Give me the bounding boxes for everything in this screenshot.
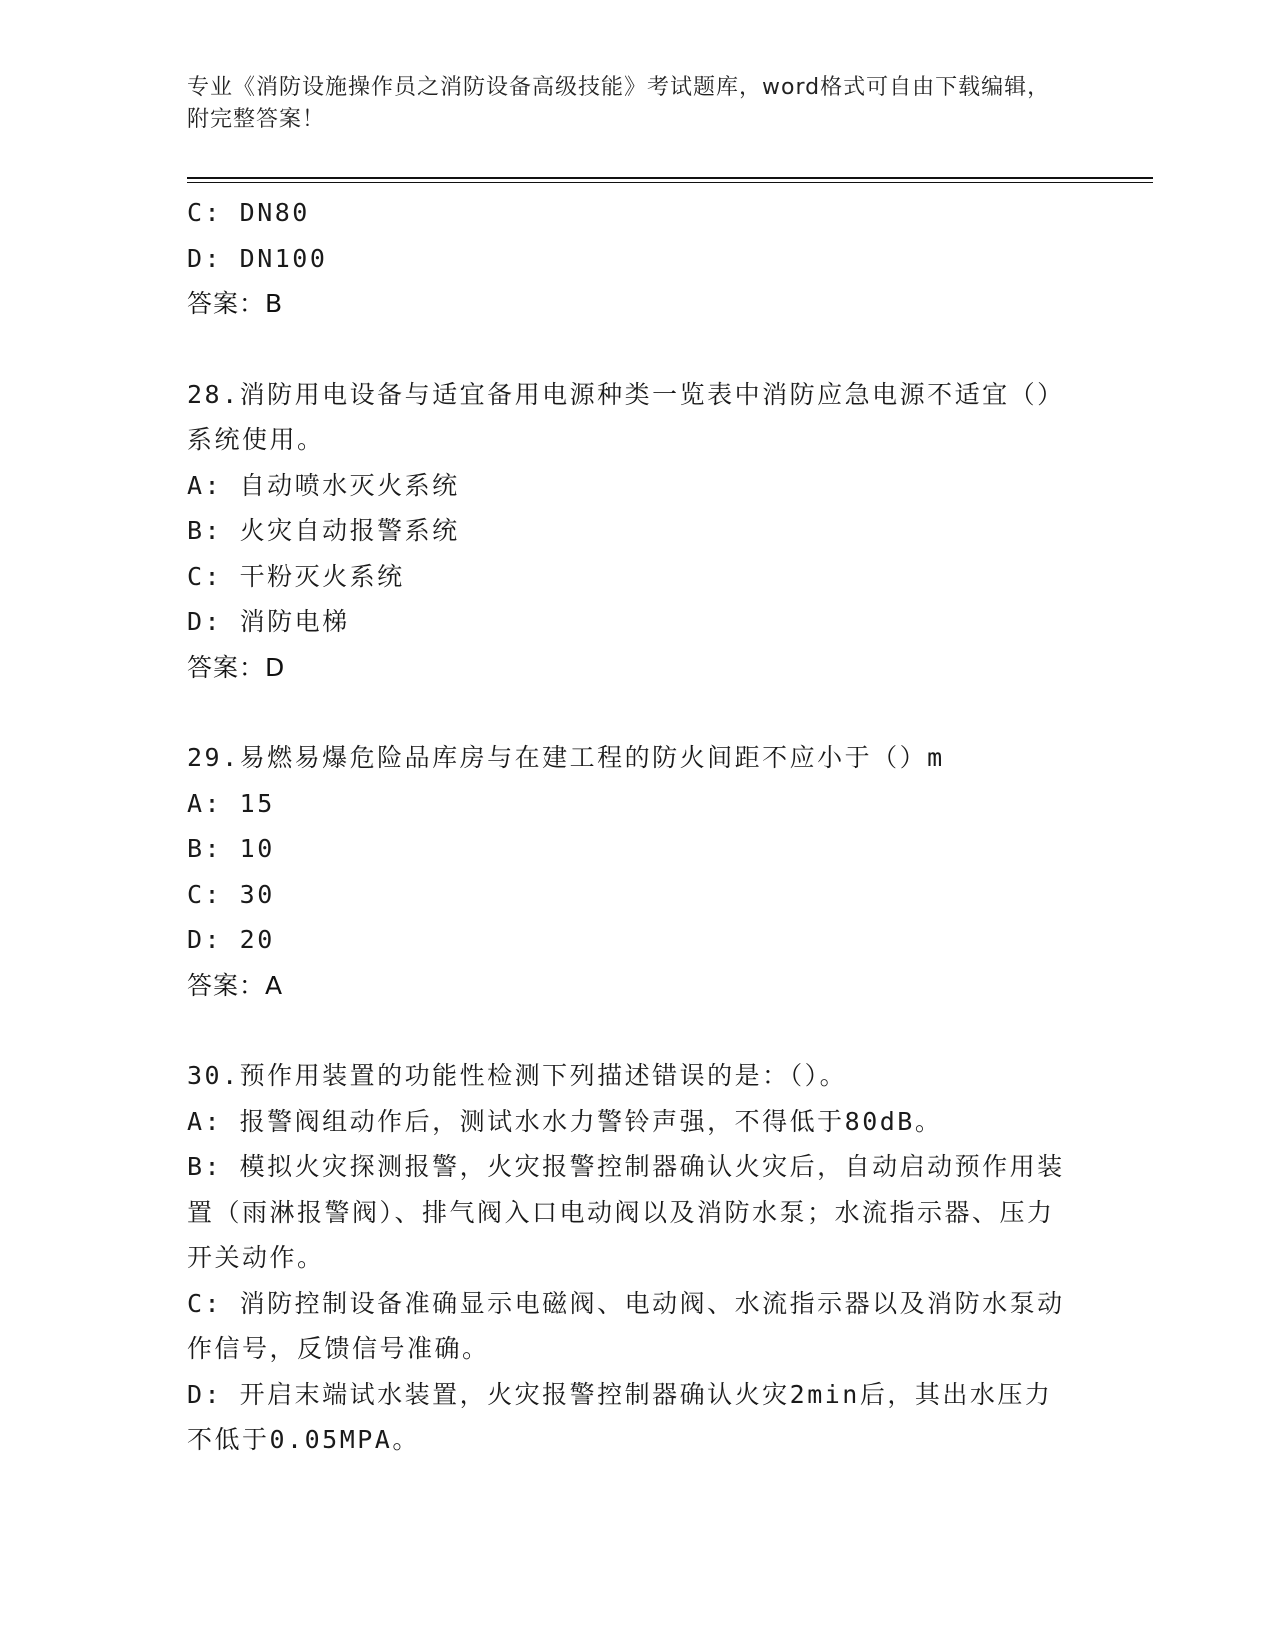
answer-line: 答案：A [187, 970, 284, 1000]
option-c: C: 干粉灭火系统 [187, 561, 405, 591]
option-d: D: 消防电梯 [187, 607, 350, 636]
question-stem: 28.消防用电设备与适宜备用电源种类一览表中消防应急电源不适宜（）系统使用。 [187, 379, 1065, 454]
document-header: 专业《消防设施操作员之消防设备高级技能》考试题库，word格式可自由下载编辑，附完整答案！ [187, 75, 1051, 132]
option-a: A: 报警阀组动作后，测试水水力警铃声强，不得低于80dB。 [187, 1106, 943, 1136]
option-d: D: 20 [187, 925, 275, 954]
option-a: A: 自动喷水灭火系统 [187, 470, 460, 500]
option-b: B: 火灾自动报警系统 [187, 516, 460, 545]
option-a: A: 15 [187, 788, 275, 818]
question-list [187, 190, 1067, 1463]
header-divider-thick [187, 177, 1153, 179]
spacer [187, 690, 1067, 735]
option-b: B: 模拟火灾探测报警，火灾报警控制器确认火灾后，自动启动预作用装置（雨淋报警阀）、排气阀入口电动阀以及消防水泵；水流指示器、压力开关动作。 [187, 1152, 1065, 1272]
option-c: C: DN80 [187, 198, 310, 227]
spacer [187, 327, 1067, 372]
option-c: C: 消防控制设备准确显示电磁阀、电动阀、水流指示器以及消防水泵动作信号，反馈信号准确。 [187, 1288, 1065, 1363]
question-stem: 29.易燃易爆危险品库房与在建工程的防火间距不应小于（）m [187, 743, 945, 772]
question-28 [187, 372, 1067, 691]
spacer [187, 1008, 1067, 1053]
option-d: D: DN100 [187, 243, 328, 273]
option-c: C: 30 [187, 879, 275, 909]
option-b: B: 10 [187, 834, 275, 863]
answer-line: 答案：B [187, 289, 284, 318]
question-stem: 30.预作用装置的功能性检测下列描述错误的是：（）。 [187, 1061, 848, 1090]
question-29 [187, 735, 1067, 1008]
question-30 [187, 1053, 1067, 1463]
header-divider-thin [187, 182, 1153, 183]
option-d: D: 开启末端试水装置，火灾报警控制器确认火灾2min后，其出水压力不低于0.05MPA。 [187, 1379, 1053, 1454]
answer-line: 答案：D [187, 652, 286, 682]
partial-question [187, 190, 1067, 327]
